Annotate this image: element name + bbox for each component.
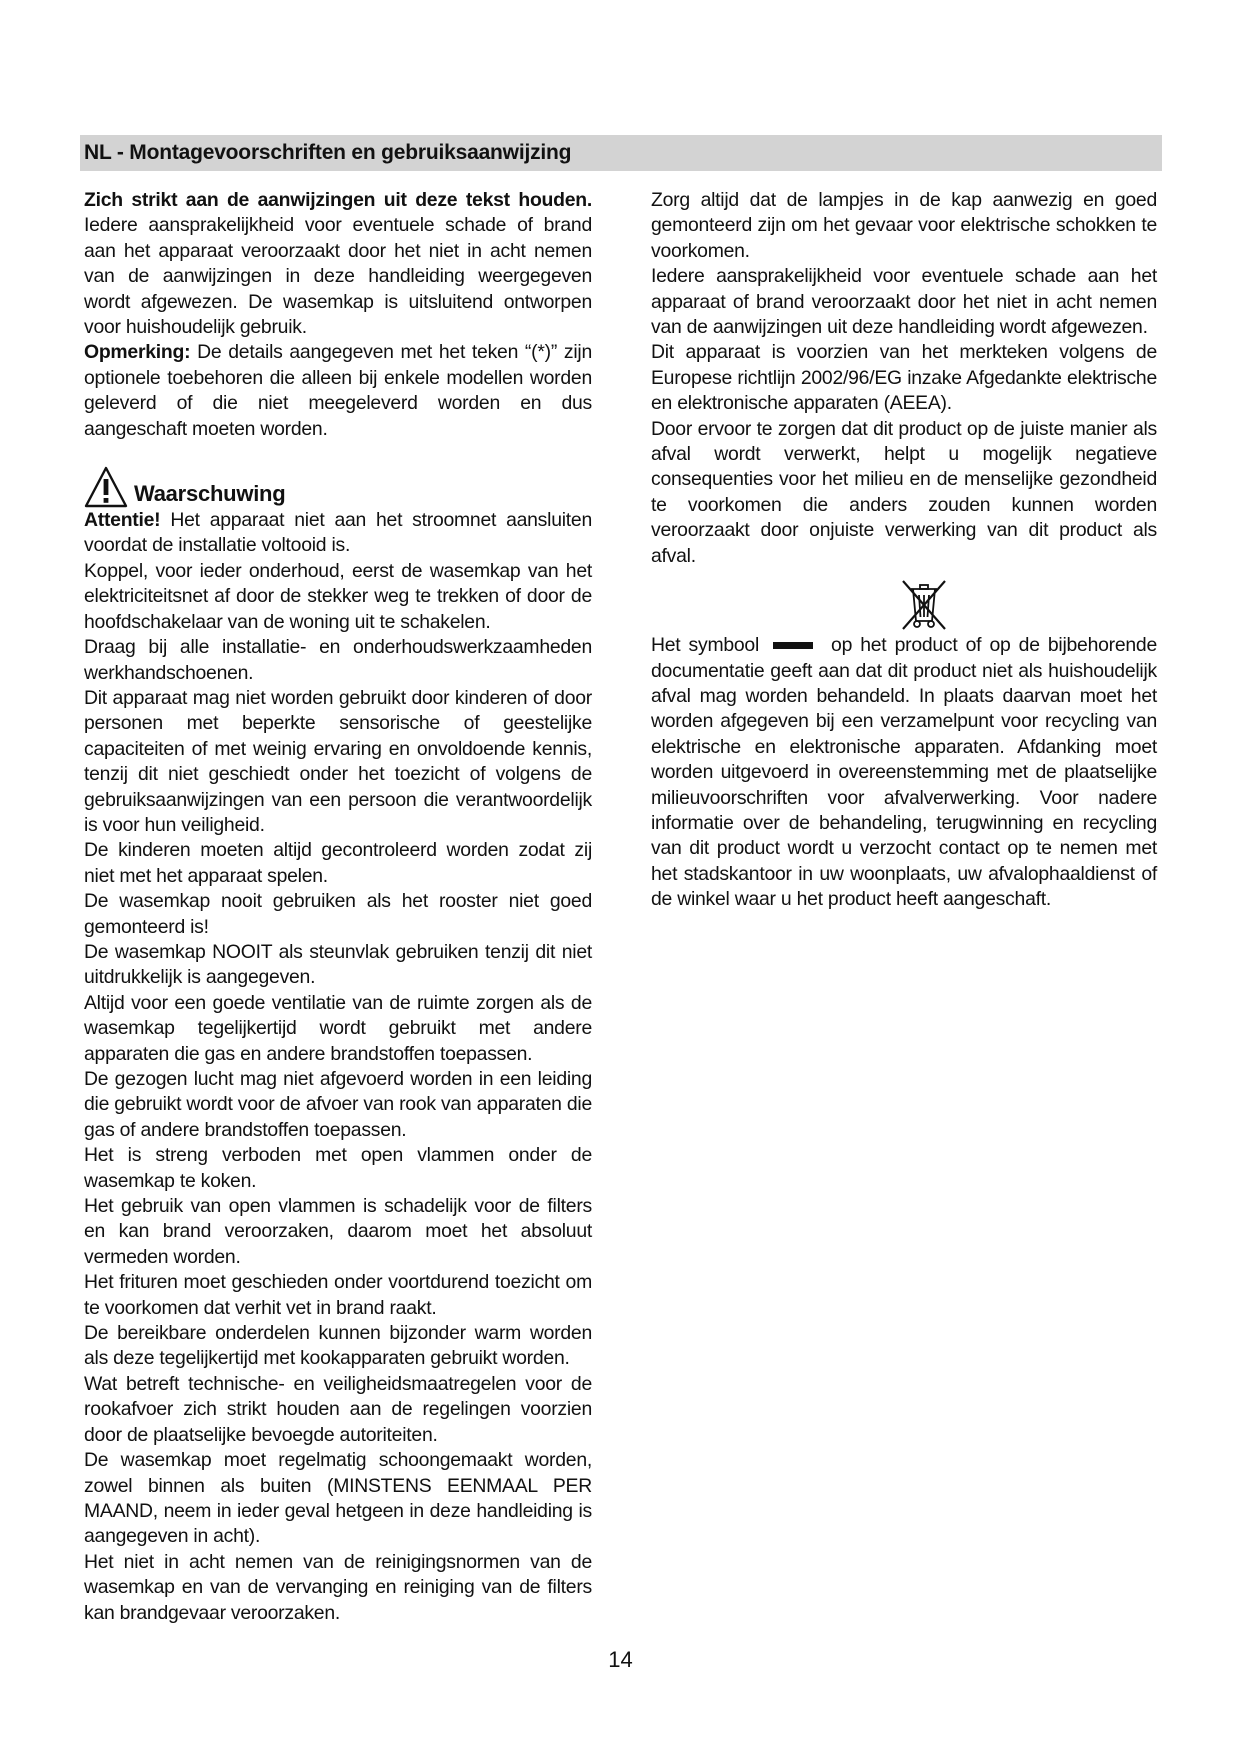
right-paragraph: Door ervoor te zorgen dat dit product op de juiste manier als afval wordt verwerkt, helpt u mogelijk negatieve consequenties voor het milieu en de menselijke gezondheid te voorkomen die anders zouden kunnen worden veroorzaakt door onjuiste verwerking van dit product als afval. (651, 417, 1157, 567)
right-paragraph: Dit apparaat is voorzien van het merkteken volgens de Europese richtlijn 2002/96/EG inzake Afgedankte elektrische en elektronische apparaten (AEEA). (651, 341, 1157, 415)
section-header (80, 135, 1162, 171)
left-paragraph: Wat betreft technische- en veiligheidsmaatregelen voor de rookafvoer zich strikt houden aan de regelingen voorzien door de plaatselijke bevoegde autoriteiten. (84, 1372, 592, 1446)
symbol-paragraph (651, 633, 1157, 912)
attention-text: Het apparaat niet aan het stroomnet aansluiten voordat de installatie voltooid is. (84, 509, 592, 557)
note-text: De details aangegeven met het teken “(*)” zijn optionele toebehoren die alleen bij enkele modellen worden geleverd of die niet meegeleverd worden en dus aangeschaft moeten worden. (84, 341, 592, 440)
attention-paragraph (84, 508, 592, 559)
left-paragraph: De wasemkap nooit gebruiken als het rooster niet goed gemonteerd is! (84, 890, 592, 938)
warning-icon (84, 466, 128, 508)
intro-text: Iedere aansprakelijkheid voor eventuele schade of brand aan het apparaat veroorzaakt door het niet in acht nemen van de aanwijzingen in deze handleiding weergegeven wordt afgewezen. De wasemkap is uitsluitend ontworpen voor huishoudelijk gebruik. (84, 214, 592, 339)
symbol-prefix: Het symbool (651, 634, 760, 657)
note-paragraph (84, 340, 592, 442)
right-paragraph: Iedere aansprakelijkheid voor eventuele schade aan het apparaat of brand veroorzaakt door het niet in acht nemen van de aanwijzingen uit deze handleiding wordt afgewezen. (651, 265, 1157, 339)
note-label: Opmerking: (84, 341, 191, 364)
left-paragraph: De bereikbare onderdelen kunnen bijzonder warm worden als deze tegelijkertijd met kookapparaten gebruikt worden. (84, 1322, 592, 1370)
left-column (84, 188, 592, 1626)
black-bar-icon (773, 642, 813, 649)
left-paragraph: De kinderen moeten altijd gecontroleerd worden zodat zij niet met het apparaat spelen. (84, 839, 592, 887)
right-column (651, 188, 1157, 913)
left-paragraph: Altijd voor een goede ventilatie van de ruimte zorgen als de wasemkap tegelijkertijd wordt gebruikt met andere apparaten die gas en andere brandstoffen toepassen. (84, 991, 592, 1065)
symbol-text: op het product of op de bijbehorende documentatie geeft aan dat dit product niet als huishoudelijk afval mag worden behandeld. In plaats daarvan moet het worden afgegeven bij een verzamelpunt voor recycling van elektrische en elektronische apparaten. Afdanking moet worden uitgevoerd in overeenstemming met de plaatselijke milieuvoorschriften voor afvalverwerking. Voor nadere informatie over de behandeling, terugwinning en recycling van dit product wordt u verzocht contact op te nemen met het stadskantoor in uw woonplaats, uw afvalophaaldienst of de winkel waar u het product heeft aangeschaft. (651, 634, 1157, 911)
crossed-bin-icon (897, 577, 951, 633)
left-paragraph: Dit apparaat mag niet worden gebruikt door kinderen of door personen met beperkte sensorische of geestelijke capaciteiten of met weinig ervaring en onvoldoende kennis, tenzij dit niet geschiedt onder het toezicht of volgens de gebruiksaanwijzingen van een persoon die verantwoordelijk is voor hun veiligheid. (84, 686, 592, 836)
left-paragraph: Koppel, voor ieder onderhoud, eerst de wasemkap van het elektriciteitsnet af door de stekker weg te trekken of door de hoofdschakelaar van de woning uit te schakelen. (84, 559, 592, 633)
warning-title: Waarschuwing (134, 481, 286, 507)
intro-bold: Zich strikt aan de aanwijzingen uit deze tekst houden. (84, 189, 592, 211)
left-paragraph: De gezogen lucht mag niet afgevoerd worden in een leiding die gebruikt wordt voor de afvoer van rook van apparaten die gas of andere brandstoffen toepassen. (84, 1068, 592, 1141)
attention-label: Attentie! (84, 509, 161, 532)
left-paragraph: Het frituren moet geschieden onder voortdurend toezicht om te voorkomen dat verhit vet in brand raakt. (84, 1271, 592, 1319)
left-paragraph: Draag bij alle installatie- en onderhoudswerkzaamheden werkhandschoenen. (84, 636, 592, 684)
section-title: NL - Montagevoorschriften en gebruiksaanwijzing (84, 141, 572, 164)
left-paragraph: Het niet in acht nemen van de reinigingsnormen van de wasemkap en van de vervanging en reiniging van de filters kan brandgevaar veroorzaken. (84, 1550, 592, 1624)
left-paragraph: De wasemkap moet regelmatig schoongemaakt worden, zowel binnen als buiten (MINSTENS EENMAAL PER MAAND, neem in ieder geval hetgeen in deze handleiding is aangegeven in acht). (84, 1449, 592, 1548)
left-paragraph: De wasemkap NOOIT als steunvlak gebruiken tenzij dit niet uitdrukkelijk is aangegeven. (84, 940, 592, 989)
left-paragraph: Het gebruik van open vlammen is schadelijk voor de filters en kan brand veroorzaken, daarom moet het absoluut vermeden worden. (84, 1195, 592, 1268)
warning-heading (84, 460, 592, 508)
right-paragraph: Zorg altijd dat de lampjes in de kap aanwezig en goed gemonteerd zijn om het gevaar voor elektrische schokken te voorkomen. (651, 189, 1157, 262)
weee-symbol (651, 577, 1157, 633)
intro-paragraph (84, 188, 592, 340)
page-number: 14 (608, 1647, 633, 1672)
left-paragraph: Het is streng verboden met open vlammen onder de wasemkap te koken. (84, 1144, 592, 1192)
